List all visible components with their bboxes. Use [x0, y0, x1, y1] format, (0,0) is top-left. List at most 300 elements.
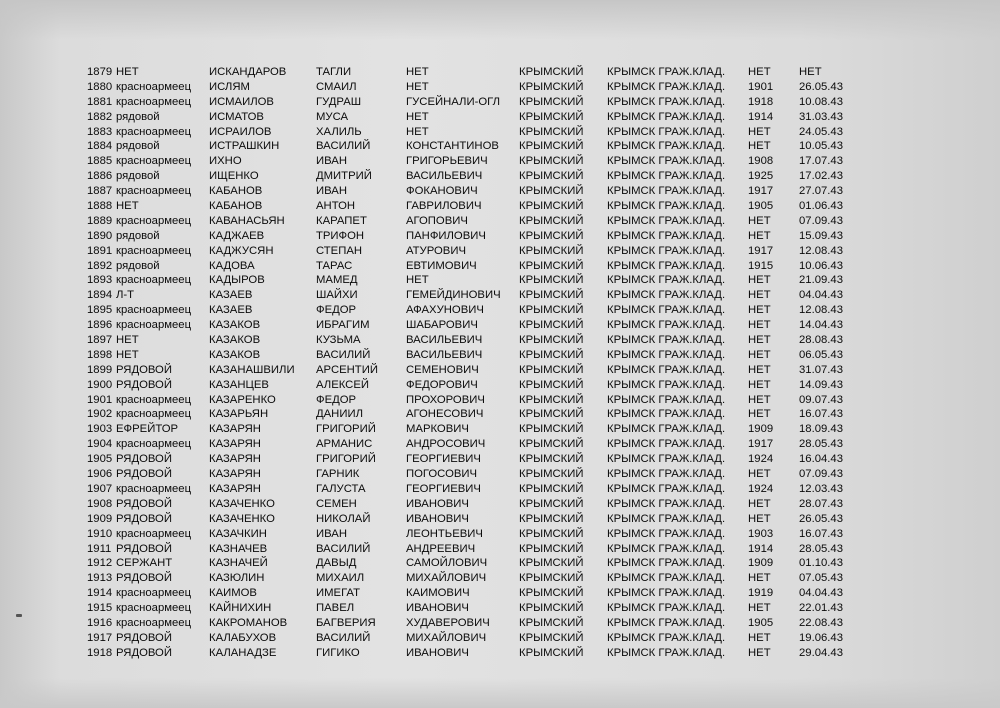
patronymic-cell: ГАВРИЛОВИЧ: [406, 200, 482, 213]
rank-cell: красноармеец: [116, 244, 192, 257]
first-name-cell: ДМИТРИЙ: [316, 170, 372, 183]
record-number-cell: 1890: [87, 229, 113, 242]
surname-cell: ИСМАИЛОВ: [209, 95, 274, 108]
first-name-cell: ВАСИЛИЙ: [316, 348, 371, 361]
surname-cell: КАЗАКОВ: [209, 319, 261, 332]
first-name-cell: ФЕДОР: [316, 304, 357, 317]
surname-cell: КАЗАРЬЯН: [209, 408, 269, 421]
burial-place-cell: КРЫМСК ГРАЖ.КЛАД.: [607, 319, 726, 332]
record-number-cell: 1910: [87, 527, 113, 540]
death-date-cell: НЕТ: [799, 66, 822, 78]
burial-place-cell: КРЫМСК ГРАЖ.КЛАД.: [607, 497, 726, 510]
death-date-cell: 04.04.43: [799, 289, 843, 302]
district-cell: КРЫМСКИЙ: [519, 80, 584, 93]
first-name-cell: ТАРАС: [316, 259, 353, 272]
first-name-cell: ИБРАГИМ: [316, 319, 370, 332]
rank-cell: РЯДОВОЙ: [116, 572, 172, 585]
burial-place-cell: КРЫМСК ГРАЖ.КЛАД.: [607, 334, 726, 347]
patronymic-cell: ИВАНОВИЧ: [406, 512, 469, 525]
patronymic-cell: МАРКОВИЧ: [406, 423, 469, 436]
patronymic-cell: МИХАЙЛОВИЧ: [406, 631, 487, 644]
patronymic-cell: АГОНЕСОВИЧ: [406, 408, 484, 421]
district-cell: КРЫМСКИЙ: [519, 348, 584, 361]
record-number-cell: 1901: [87, 393, 113, 406]
district-cell: КРЫМСКИЙ: [519, 631, 584, 644]
surname-cell: КАВАНАСЬЯН: [209, 214, 285, 227]
burial-place-cell: КРЫМСК ГРАЖ.КЛАД.: [607, 80, 726, 93]
record-number-cell: 1916: [87, 616, 113, 629]
death-date-cell: 17.02.43: [799, 170, 843, 183]
birth-year-cell: 1909: [748, 423, 774, 436]
district-cell: КРЫМСКИЙ: [519, 453, 584, 466]
record-number-cell: 1893: [87, 274, 113, 287]
surname-cell: ИСМАТОВ: [209, 110, 264, 123]
birth-year-cell: 1905: [748, 616, 774, 629]
district-cell: КРЫМСКИЙ: [519, 512, 584, 525]
death-date-cell: 26.05.43: [799, 80, 843, 93]
district-cell: КРЫМСКИЙ: [519, 423, 584, 436]
register-row: [0, 65, 1000, 80]
burial-place-cell: КРЫМСК ГРАЖ.КЛАД.: [607, 482, 726, 495]
surname-cell: КАДЖУСЯН: [209, 244, 274, 257]
record-number-cell: 1879: [87, 66, 113, 78]
death-date-cell: 01.10.43: [799, 557, 843, 570]
death-date-cell: 17.07.43: [799, 155, 843, 168]
death-date-cell: 07.05.43: [799, 572, 843, 585]
death-date-cell: 19.06.43: [799, 631, 843, 644]
death-date-cell: 10.06.43: [799, 259, 843, 272]
surname-cell: ИСРАИЛОВ: [209, 125, 272, 138]
record-number-cell: 1911: [87, 542, 112, 555]
rank-cell: красноармеец: [116, 616, 192, 629]
rank-cell: рядовой: [116, 229, 160, 242]
first-name-cell: ГРИГОРИЙ: [316, 453, 376, 466]
birth-year-cell: 1924: [748, 453, 774, 466]
burial-place-cell: КРЫМСК ГРАЖ.КЛАД.: [607, 125, 726, 138]
patronymic-cell: НЕТ: [406, 110, 429, 123]
surname-cell: КАЗАЕВ: [209, 289, 253, 302]
register-row: [0, 288, 1000, 303]
rank-cell: красноармеец: [116, 602, 192, 615]
patronymic-cell: ПРОХОРОВИЧ: [406, 393, 485, 406]
district-cell: КРЫМСКИЙ: [519, 378, 584, 391]
surname-cell: КАЗНАЧЕЙ: [209, 557, 268, 570]
rank-cell: НЕТ: [116, 200, 139, 213]
register-row: [0, 214, 1000, 229]
patronymic-cell: КАИМОВИЧ: [406, 587, 470, 600]
district-cell: КРЫМСКИЙ: [519, 334, 584, 347]
birth-year-cell: 1917: [748, 244, 774, 257]
record-number-cell: 1902: [87, 408, 113, 421]
rank-cell: РЯДОВОЙ: [116, 512, 172, 525]
register-row: [0, 571, 1000, 586]
district-cell: КРЫМСКИЙ: [519, 497, 584, 510]
birth-year-cell: 1909: [748, 557, 774, 570]
first-name-cell: ПАВЕЛ: [316, 602, 355, 615]
surname-cell: КАЗЮЛИН: [209, 572, 265, 585]
birth-year-cell: НЕТ: [748, 334, 771, 347]
register-row: [0, 229, 1000, 244]
rank-cell: красноармеец: [116, 482, 192, 495]
burial-place-cell: КРЫМСК ГРАЖ.КЛАД.: [607, 348, 726, 361]
rank-cell: красноармеец: [116, 393, 192, 406]
patronymic-cell: СЕМЕНОВИЧ: [406, 363, 479, 376]
burial-place-cell: КРЫМСК ГРАЖ.КЛАД.: [607, 363, 726, 376]
birth-year-cell: 1914: [748, 110, 774, 123]
surname-cell: КАЗАЕВ: [209, 304, 253, 317]
birth-year-cell: НЕТ: [748, 125, 771, 138]
first-name-cell: ТРИФОН: [316, 229, 365, 242]
burial-place-cell: КРЫМСК ГРАЖ.КЛАД.: [607, 468, 726, 481]
patronymic-cell: ПОГОСОВИЧ: [406, 468, 478, 481]
birth-year-cell: НЕТ: [748, 214, 771, 227]
first-name-cell: АНТОН: [316, 200, 356, 213]
birth-year-cell: НЕТ: [748, 274, 771, 287]
death-date-cell: 14.04.43: [799, 319, 843, 332]
birth-year-cell: НЕТ: [748, 602, 771, 615]
first-name-cell: ГИГИКО: [316, 646, 360, 659]
birth-year-cell: 1919: [748, 587, 774, 600]
birth-year-cell: 1917: [748, 438, 774, 451]
patronymic-cell: ВАСИЛЬЕВИЧ: [406, 334, 483, 347]
patronymic-cell: ГУСЕЙНАЛИ-ОГЛ: [406, 95, 501, 108]
burial-place-cell: КРЫМСК ГРАЖ.КЛАД.: [607, 289, 726, 302]
birth-year-cell: НЕТ: [748, 408, 771, 421]
birth-year-cell: НЕТ: [748, 631, 771, 644]
birth-year-cell: НЕТ: [748, 497, 771, 510]
rank-cell: красноармеец: [116, 95, 192, 108]
first-name-cell: АРМАНИС: [316, 438, 373, 451]
record-number-cell: 1881: [87, 95, 113, 108]
rank-cell: РЯДОВОЙ: [116, 453, 172, 466]
register-row: [0, 154, 1000, 169]
death-date-cell: 31.03.43: [799, 110, 843, 123]
district-cell: КРЫМСКИЙ: [519, 363, 584, 376]
rank-cell: РЯДОВОЙ: [116, 542, 172, 555]
first-name-cell: ВАСИЛИЙ: [316, 542, 371, 555]
surname-cell: ИХНО: [209, 155, 242, 168]
patronymic-cell: ЕВТИМОВИЧ: [406, 259, 477, 272]
record-number-cell: 1909: [87, 512, 113, 525]
surname-cell: КАЗАКОВ: [209, 334, 261, 347]
patronymic-cell: ШАБАРОВИЧ: [406, 319, 478, 332]
record-number-cell: 1905: [87, 453, 113, 466]
district-cell: КРЫМСКИЙ: [519, 185, 584, 198]
district-cell: КРЫМСКИЙ: [519, 616, 584, 629]
register-row: [0, 95, 1000, 110]
record-number-cell: 1895: [87, 304, 113, 317]
first-name-cell: ДАВЫД: [316, 557, 357, 570]
record-number-cell: 1915: [87, 602, 113, 615]
burial-place-cell: КРЫМСК ГРАЖ.КЛАД.: [607, 616, 726, 629]
first-name-cell: ГАРНИК: [316, 468, 360, 481]
first-name-cell: МИХАИЛ: [316, 572, 365, 585]
rank-cell: красноармеец: [116, 125, 192, 138]
rank-cell: рядовой: [116, 170, 160, 183]
birth-year-cell: НЕТ: [748, 319, 771, 332]
rank-cell: красноармеец: [116, 304, 192, 317]
death-date-cell: 15.09.43: [799, 229, 843, 242]
surname-cell: КАИМОВ: [209, 587, 257, 600]
surname-cell: КАЗАНЦЕВ: [209, 378, 269, 391]
register-row: [0, 393, 1000, 408]
rank-cell: красноармеец: [116, 587, 192, 600]
record-number-cell: 1886: [87, 170, 113, 183]
burial-place-cell: КРЫМСК ГРАЖ.КЛАД.: [607, 304, 726, 317]
first-name-cell: ИВАН: [316, 185, 347, 198]
burial-place-cell: КРЫМСК ГРАЖ.КЛАД.: [607, 259, 726, 272]
first-name-cell: КАРАПЕТ: [316, 214, 367, 227]
first-name-cell: ТАГЛИ: [316, 66, 352, 78]
record-number-cell: 1904: [87, 438, 113, 451]
patronymic-cell: АНДРОСОВИЧ: [406, 438, 486, 451]
register-row: [0, 646, 1000, 661]
burial-place-cell: КРЫМСК ГРАЖ.КЛАД.: [607, 542, 726, 555]
birth-year-cell: НЕТ: [748, 348, 771, 361]
first-name-cell: АЛЕКСЕЙ: [316, 378, 369, 391]
surname-cell: КАЗАЧКИН: [209, 527, 267, 540]
birth-year-cell: НЕТ: [748, 304, 771, 317]
district-cell: КРЫМСКИЙ: [519, 244, 584, 257]
district-cell: КРЫМСКИЙ: [519, 125, 584, 138]
register-row: [0, 616, 1000, 631]
register-row: [0, 199, 1000, 214]
burial-register-list: [0, 65, 1000, 661]
burial-place-cell: КРЫМСК ГРАЖ.КЛАД.: [607, 408, 726, 421]
death-date-cell: 26.05.43: [799, 512, 843, 525]
record-number-cell: 1908: [87, 497, 113, 510]
death-date-cell: 22.01.43: [799, 602, 843, 615]
death-date-cell: 28.05.43: [799, 438, 843, 451]
death-date-cell: 07.09.43: [799, 468, 843, 481]
burial-place-cell: КРЫМСК ГРАЖ.КЛАД.: [607, 512, 726, 525]
birth-year-cell: НЕТ: [748, 468, 771, 481]
burial-place-cell: КРЫМСК ГРАЖ.КЛАД.: [607, 587, 726, 600]
burial-place-cell: КРЫМСК ГРАЖ.КЛАД.: [607, 214, 726, 227]
surname-cell: КАЗАРЯН: [209, 423, 261, 436]
burial-place-cell: КРЫМСК ГРАЖ.КЛАД.: [607, 244, 726, 257]
record-number-cell: 1906: [87, 468, 113, 481]
birth-year-cell: 1918: [748, 95, 774, 108]
death-date-cell: 10.08.43: [799, 95, 843, 108]
birth-year-cell: НЕТ: [748, 289, 771, 302]
district-cell: КРЫМСКИЙ: [519, 602, 584, 615]
register-row: [0, 422, 1000, 437]
register-row: [0, 125, 1000, 140]
death-date-cell: 14.09.43: [799, 378, 843, 391]
burial-place-cell: КРЫМСК ГРАЖ.КЛАД.: [607, 646, 726, 659]
district-cell: КРЫМСКИЙ: [519, 140, 584, 153]
burial-place-cell: КРЫМСК ГРАЖ.КЛАД.: [607, 453, 726, 466]
first-name-cell: ГАЛУСТА: [316, 482, 366, 495]
district-cell: КРЫМСКИЙ: [519, 200, 584, 213]
birth-year-cell: 1915: [748, 259, 774, 272]
birth-year-cell: НЕТ: [748, 572, 771, 585]
record-number-cell: 1900: [87, 378, 113, 391]
district-cell: КРЫМСКИЙ: [519, 527, 584, 540]
patronymic-cell: ГЕОРГИЕВИЧ: [406, 453, 481, 466]
patronymic-cell: АНДРЕЕВИЧ: [406, 542, 476, 555]
patronymic-cell: ИВАНОВИЧ: [406, 602, 469, 615]
district-cell: КРЫМСКИЙ: [519, 468, 584, 481]
register-row: [0, 467, 1000, 482]
rank-cell: красноармеец: [116, 155, 192, 168]
register-row: [0, 273, 1000, 288]
surname-cell: КАЗАРЯН: [209, 482, 261, 495]
burial-place-cell: КРЫМСК ГРАЖ.КЛАД.: [607, 423, 726, 436]
district-cell: КРЫМСКИЙ: [519, 155, 584, 168]
first-name-cell: МАМЕД: [316, 274, 358, 287]
register-row: [0, 303, 1000, 318]
record-number-cell: 1880: [87, 80, 113, 93]
surname-cell: ИСКАНДАРОВ: [209, 66, 287, 78]
patronymic-cell: НЕТ: [406, 125, 429, 138]
first-name-cell: ХАЛИЛЬ: [316, 125, 362, 138]
record-number-cell: 1912: [87, 557, 113, 570]
record-number-cell: 1894: [87, 289, 113, 302]
record-number-cell: 1883: [87, 125, 113, 138]
surname-cell: КАЙНИХИН: [209, 602, 272, 615]
patronymic-cell: ХУДАВЕРОВИЧ: [406, 616, 490, 629]
patronymic-cell: ПАНФИЛОВИЧ: [406, 229, 486, 242]
surname-cell: КАЗАРЯН: [209, 468, 261, 481]
burial-place-cell: КРЫМСК ГРАЖ.КЛАД.: [607, 527, 726, 540]
burial-place-cell: КРЫМСК ГРАЖ.КЛАД.: [607, 393, 726, 406]
death-date-cell: 28.08.43: [799, 334, 843, 347]
patronymic-cell: ГЕМЕЙДИНОВИЧ: [406, 289, 501, 302]
register-row: [0, 512, 1000, 527]
birth-year-cell: НЕТ: [748, 393, 771, 406]
birth-year-cell: НЕТ: [748, 512, 771, 525]
burial-place-cell: КРЫМСК ГРАЖ.КЛАД.: [607, 378, 726, 391]
rank-cell: СЕРЖАНТ: [116, 557, 173, 570]
record-number-cell: 1899: [87, 363, 113, 376]
patronymic-cell: АГОПОВИЧ: [406, 214, 468, 227]
first-name-cell: ФЕДОР: [316, 393, 357, 406]
birth-year-cell: 1903: [748, 527, 774, 540]
death-date-cell: 27.07.43: [799, 185, 843, 198]
burial-place-cell: КРЫМСК ГРАЖ.КЛАД.: [607, 438, 726, 451]
surname-cell: КАДЖАЕВ: [209, 229, 265, 242]
death-date-cell: 18.09.43: [799, 423, 843, 436]
death-date-cell: 07.09.43: [799, 214, 843, 227]
first-name-cell: КУЗЬМА: [316, 334, 361, 347]
death-date-cell: 28.05.43: [799, 542, 843, 555]
birth-year-cell: НЕТ: [748, 66, 771, 78]
surname-cell: КАЗНАЧЕВ: [209, 542, 268, 555]
surname-cell: КАЛАБУХОВ: [209, 631, 277, 644]
rank-cell: РЯДОВОЙ: [116, 363, 172, 376]
district-cell: КРЫМСКИЙ: [519, 587, 584, 600]
first-name-cell: СМАИЛ: [316, 80, 357, 93]
first-name-cell: СЕМЕН: [316, 497, 357, 510]
birth-year-cell: 1925: [748, 170, 774, 183]
patronymic-cell: ГРИГОРЬЕВИЧ: [406, 155, 488, 168]
rank-cell: РЯДОВОЙ: [116, 631, 172, 644]
surname-cell: КАЗАРЯН: [209, 438, 261, 451]
rank-cell: РЯДОВОЙ: [116, 646, 172, 659]
district-cell: КРЫМСКИЙ: [519, 214, 584, 227]
record-number-cell: 1907: [87, 482, 113, 495]
register-row: [0, 407, 1000, 422]
first-name-cell: ИВАН: [316, 527, 347, 540]
birth-year-cell: 1901: [748, 80, 774, 93]
register-row: [0, 601, 1000, 616]
district-cell: КРЫМСКИЙ: [519, 542, 584, 555]
burial-place-cell: КРЫМСК ГРАЖ.КЛАД.: [607, 155, 726, 168]
record-number-cell: 1903: [87, 423, 113, 436]
rank-cell: РЯДОВОЙ: [116, 497, 172, 510]
patronymic-cell: КОНСТАНТИНОВ: [406, 140, 499, 153]
first-name-cell: СТЕПАН: [316, 244, 363, 257]
death-date-cell: 12.03.43: [799, 482, 843, 495]
district-cell: КРЫМСКИЙ: [519, 289, 584, 302]
surname-cell: КАЗАРЯН: [209, 453, 261, 466]
district-cell: КРЫМСКИЙ: [519, 482, 584, 495]
birth-year-cell: 1908: [748, 155, 774, 168]
burial-place-cell: КРЫМСК ГРАЖ.КЛАД.: [607, 66, 726, 78]
register-row: [0, 348, 1000, 363]
rank-cell: НЕТ: [116, 348, 139, 361]
first-name-cell: ШАЙХИ: [316, 289, 358, 302]
first-name-cell: ИВАН: [316, 155, 347, 168]
patronymic-cell: ИВАНОВИЧ: [406, 497, 469, 510]
district-cell: КРЫМСКИЙ: [519, 319, 584, 332]
birth-year-cell: 1917: [748, 185, 774, 198]
death-date-cell: 10.05.43: [799, 140, 843, 153]
register-row: [0, 527, 1000, 542]
first-name-cell: ДАНИИЛ: [316, 408, 363, 421]
death-date-cell: 16.07.43: [799, 527, 843, 540]
record-number-cell: 1918: [87, 646, 113, 659]
surname-cell: КАБАНОВ: [209, 185, 263, 198]
register-row: [0, 542, 1000, 557]
rank-cell: красноармеец: [116, 214, 192, 227]
record-number-cell: 1882: [87, 110, 113, 123]
patronymic-cell: ФЕДОРОВИЧ: [406, 378, 478, 391]
patronymic-cell: ЛЕОНТЬЕВИЧ: [406, 527, 483, 540]
burial-place-cell: КРЫМСК ГРАЖ.КЛАД.: [607, 631, 726, 644]
first-name-cell: ГУДРАШ: [316, 95, 362, 108]
rank-cell: красноармеец: [116, 80, 192, 93]
district-cell: КРЫМСКИЙ: [519, 229, 584, 242]
rank-cell: РЯДОВОЙ: [116, 378, 172, 391]
district-cell: КРЫМСКИЙ: [519, 408, 584, 421]
rank-cell: красноармеец: [116, 438, 192, 451]
register-row: [0, 556, 1000, 571]
district-cell: КРЫМСКИЙ: [519, 274, 584, 287]
death-date-cell: 16.07.43: [799, 408, 843, 421]
register-row: [0, 482, 1000, 497]
district-cell: КРЫМСКИЙ: [519, 170, 584, 183]
first-name-cell: АРСЕНТИЙ: [316, 363, 378, 376]
district-cell: КРЫМСКИЙ: [519, 110, 584, 123]
record-number-cell: 1885: [87, 155, 113, 168]
surname-cell: КАЛАНАДЗЕ: [209, 646, 277, 659]
rank-cell: рядовой: [116, 259, 160, 272]
patronymic-cell: ВАСИЛЬЕВИЧ: [406, 348, 483, 361]
death-date-cell: 09.07.43: [799, 393, 843, 406]
patronymic-cell: ИВАНОВИЧ: [406, 646, 469, 659]
surname-cell: КАДЫРОВ: [209, 274, 265, 287]
birth-year-cell: НЕТ: [748, 646, 771, 659]
register-row: [0, 318, 1000, 333]
patronymic-cell: САМОЙЛОВИЧ: [406, 557, 488, 570]
rank-cell: красноармеец: [116, 274, 192, 287]
district-cell: КРЫМСКИЙ: [519, 66, 584, 78]
rank-cell: ЕФРЕЙТОР: [116, 423, 179, 436]
register-row: [0, 244, 1000, 259]
